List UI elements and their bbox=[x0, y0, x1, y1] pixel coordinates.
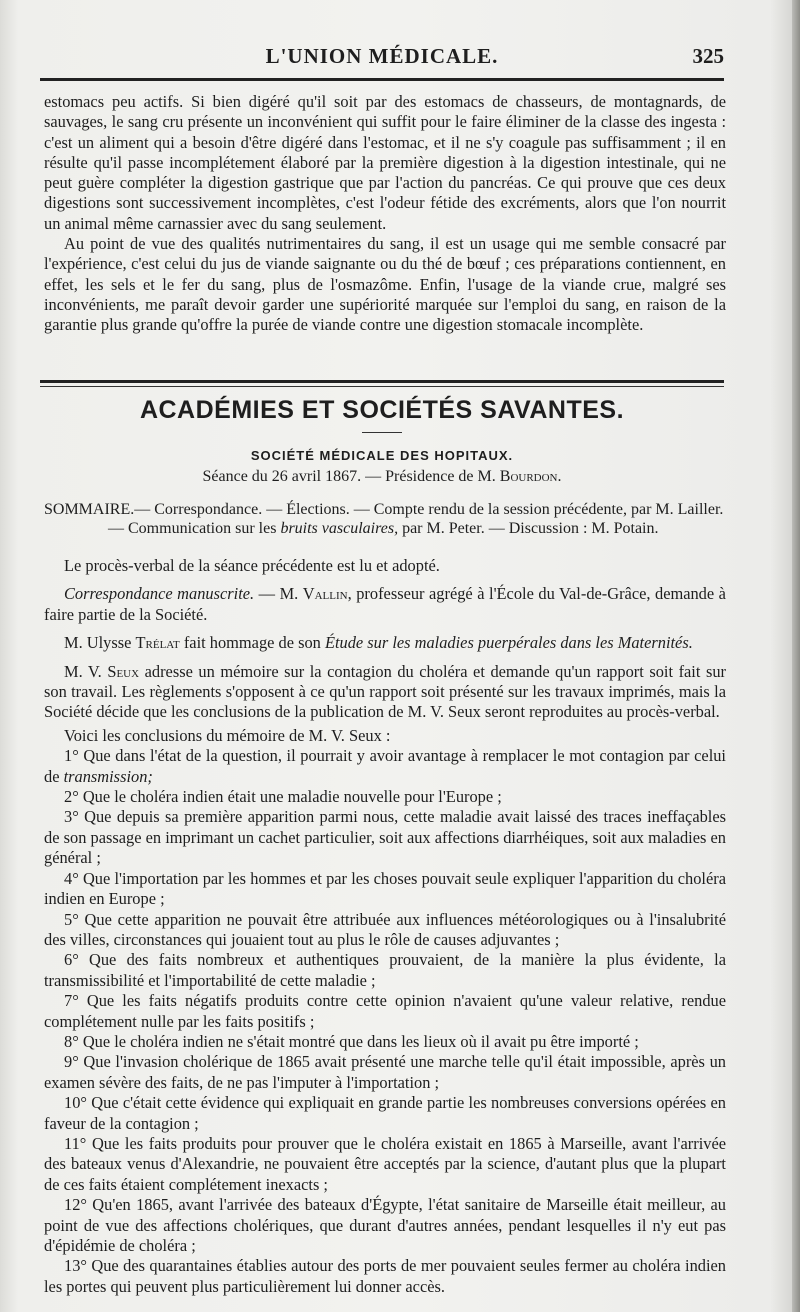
conclusion-5: 5° Que cette apparition ne pouvait être attribuée aux influences météorologiques ou à l'insalubrité des villes, circonstances qui jouaient tout au plus le rôle de causes adjuvantes ; bbox=[44, 909, 726, 949]
page-edge bbox=[792, 0, 800, 1312]
summary-text-2b: par M. Peter. — Discussion : M. Potain. bbox=[402, 520, 659, 537]
section-title: ACADÉMIES ET SOCIÉTÉS SAVANTES. bbox=[139, 396, 625, 424]
work-title: Étude sur les maladies puerpérales dans les Maternités. bbox=[324, 633, 693, 653]
conclusion-12: 12° Qu'en 1865, avant l'arrivée des bateaux d'Égypte, l'état sanitaire de Marseille était meilleur, au point de vue des affections cholériques, que durant d'autres années, pendant lesquelles il n'y eut pas d'épidémie de choléra ; bbox=[44, 1195, 726, 1255]
text-span: fait hommage de son bbox=[183, 633, 321, 653]
conclusion-2: 2° Que le choléra indien était une maladie nouvelle pour l'Europe ; bbox=[64, 787, 502, 807]
session-end: . bbox=[557, 468, 562, 485]
text-span: adresse un mémoire sur la contagion du choléra et demande qu'un rapport soit fait sur son travail. Les règlements s'opposent à ce qu'un rapport soit présenté sur les travaux imprimés, mais la Société décide que les conclusions de la publication de M. V. Seux seront reproduites au procès-verbal. bbox=[44, 661, 726, 722]
summary-line-2 bbox=[44, 519, 726, 538]
summary-text-1: — Correspondance. — Élections. — Compte rendu de la session précédente, par M. Lailler. bbox=[134, 501, 724, 518]
journal-title: L'UNION MÉDICALE. bbox=[265, 44, 499, 68]
summary bbox=[44, 500, 726, 538]
society-title: SOCIÉTÉ MÉDICALE DES HOPITAUX. bbox=[250, 448, 514, 463]
correspondence-paragraph bbox=[44, 584, 726, 625]
session-date: Séance du 26 avril 1867. — Présidence de M. bbox=[202, 468, 496, 485]
conclusion-11: 11° Que les faits produits pour prouver que le choléra existait en 1865 à Marseille, avant l'arrivée des bateaux venus d'Alexandrie, ne pouvaient être acceptés par la science, d'autant plus que la plupart de ces faits étaient complétement inexacts ; bbox=[44, 1133, 726, 1194]
minutes-adopted: Le procès-verbal de la séance précédente est lu et adopté. bbox=[64, 556, 440, 575]
page-number: 325 bbox=[692, 44, 724, 68]
conclusion-8: 8° Que le choléra indien ne s'était montré que dans les lieux où il avait pu être importé ; bbox=[64, 1031, 639, 1051]
summary-text-2a: — Communication sur les bbox=[108, 520, 277, 537]
correspondence-label: Correspondance manuscrite. bbox=[64, 584, 255, 604]
intro-paragraph-2: Au point de vue des qualités nutrimentaires du sang, il est un usage qui me semble consacré par l'expérience, c'est celui du jus de viande saignante ou du thé de bœuf ; ces préparations contiennent, en effet, les sels et le fer du sang, plus de l'osmazôme. Enfin, l'usage de la viande crue, malgré ses inconvénients, me paraît devoir garder une supériorité marquée sur l'emploi du sang, en raison de la garantie plus grande qu'offre la purée de viande contre une digestion stomacale incomplète. bbox=[44, 234, 726, 335]
conclusion-7: 7° Que les faits négatifs produits contre cette opinion n'avaient qu'une valeur relative, rendue complétement nulle par les faits positifs ; bbox=[44, 991, 726, 1031]
text-span: — M. bbox=[258, 584, 299, 604]
conclusion-3: 3° Que depuis sa première apparition parmi nous, cette maladie avait laissé des traces ineffaçables de son passage en imprimant un cachet particulier, soit aux affections diarrhéiques, soit aux maladies en général ; bbox=[44, 807, 726, 868]
summary-line-1 bbox=[44, 500, 726, 519]
section-divider bbox=[362, 432, 402, 433]
conclusion-10: 10° Que c'était cette évidence qui expliquait en grande partie les nombreuses conversions opérées en faveur de la contagion ; bbox=[44, 1093, 726, 1133]
italic-term: transmission; bbox=[63, 766, 153, 786]
summary-italic: bruits vasculaires, bbox=[280, 520, 399, 537]
text-span: M. V. bbox=[64, 661, 102, 681]
person-name: Trélat bbox=[135, 633, 180, 653]
seux-paragraph bbox=[44, 662, 726, 723]
conclusion-9: 9° Que l'invasion cholérique de 1865 avait présenté une marche telle qu'il était impossible, après un examen sévère des faits, de ne pas l'imputer à l'importation ; bbox=[44, 1052, 726, 1092]
text-span: M. Ulysse bbox=[64, 633, 132, 653]
conclusion-1 bbox=[44, 746, 726, 787]
conclusions-intro: Voici les conclusions du mémoire de M. V. Seux : bbox=[64, 725, 391, 745]
header-rule bbox=[40, 78, 724, 81]
minutes-body bbox=[44, 548, 726, 1297]
intro-paragraph-1: estomacs peu actifs. Si bien digéré qu'il soit par des estomacs de chasseurs, de montagnards, de sauvages, le sang cru présente un inconvénient qui suffit pour le faire éliminer de la classe des ingesta : c'est un aliment qui a besoin d'être digéré dans l'estomac, et il ne s'y coagule pas suffisamment ; il en résulte qu'il passe incomplétement élaboré par la première digestion à la digestion intestinale, qui ne peut guère compléter la digestion gastrique que par l'action du pancréas. Ce qui prouve que ces deux digestions sont successivement incomplètes, c'est l'odeur fétide des excréments, alors que l'on nourrit un animal même carnassier avec du sang seulement. bbox=[44, 92, 726, 233]
section-rule-bottom bbox=[40, 386, 724, 387]
section-rule-top bbox=[40, 380, 724, 383]
session-line bbox=[40, 468, 724, 486]
text-span: 1° Que dans l'état de la question, il pourrait y avoir avantage à remplacer le mot contagion par celui de bbox=[44, 746, 726, 786]
intro-text bbox=[44, 92, 726, 336]
person-name: Seux bbox=[107, 661, 140, 681]
trelat-paragraph bbox=[44, 633, 726, 653]
running-header bbox=[40, 42, 724, 68]
person-name: Vallin bbox=[302, 584, 348, 604]
conclusion-6: 6° Que des faits nombreux et authentiques prouvaient, de la manière la plus évidente, la transmissibilité et l'importabilité de cette maladie ; bbox=[44, 950, 726, 990]
conclusion-13: 13° Que des quarantaines établies autour des ports de mer pouvaient seules fermer au choléra indien les portes qui peuvent plus particulièrement lui donner accès. bbox=[44, 1256, 726, 1296]
conclusion-4: 4° Que l'importation par les hommes et par les choses pouvait seule expliquer l'apparition du choléra indien en Europe ; bbox=[44, 868, 726, 909]
summary-label: SOMMAIRE. bbox=[44, 501, 135, 518]
text-span: , professeur agrégé à l'École du Val-de-Grâce, demande à faire partie de la Société. bbox=[44, 584, 726, 624]
president-name: Bourdon bbox=[499, 468, 558, 485]
